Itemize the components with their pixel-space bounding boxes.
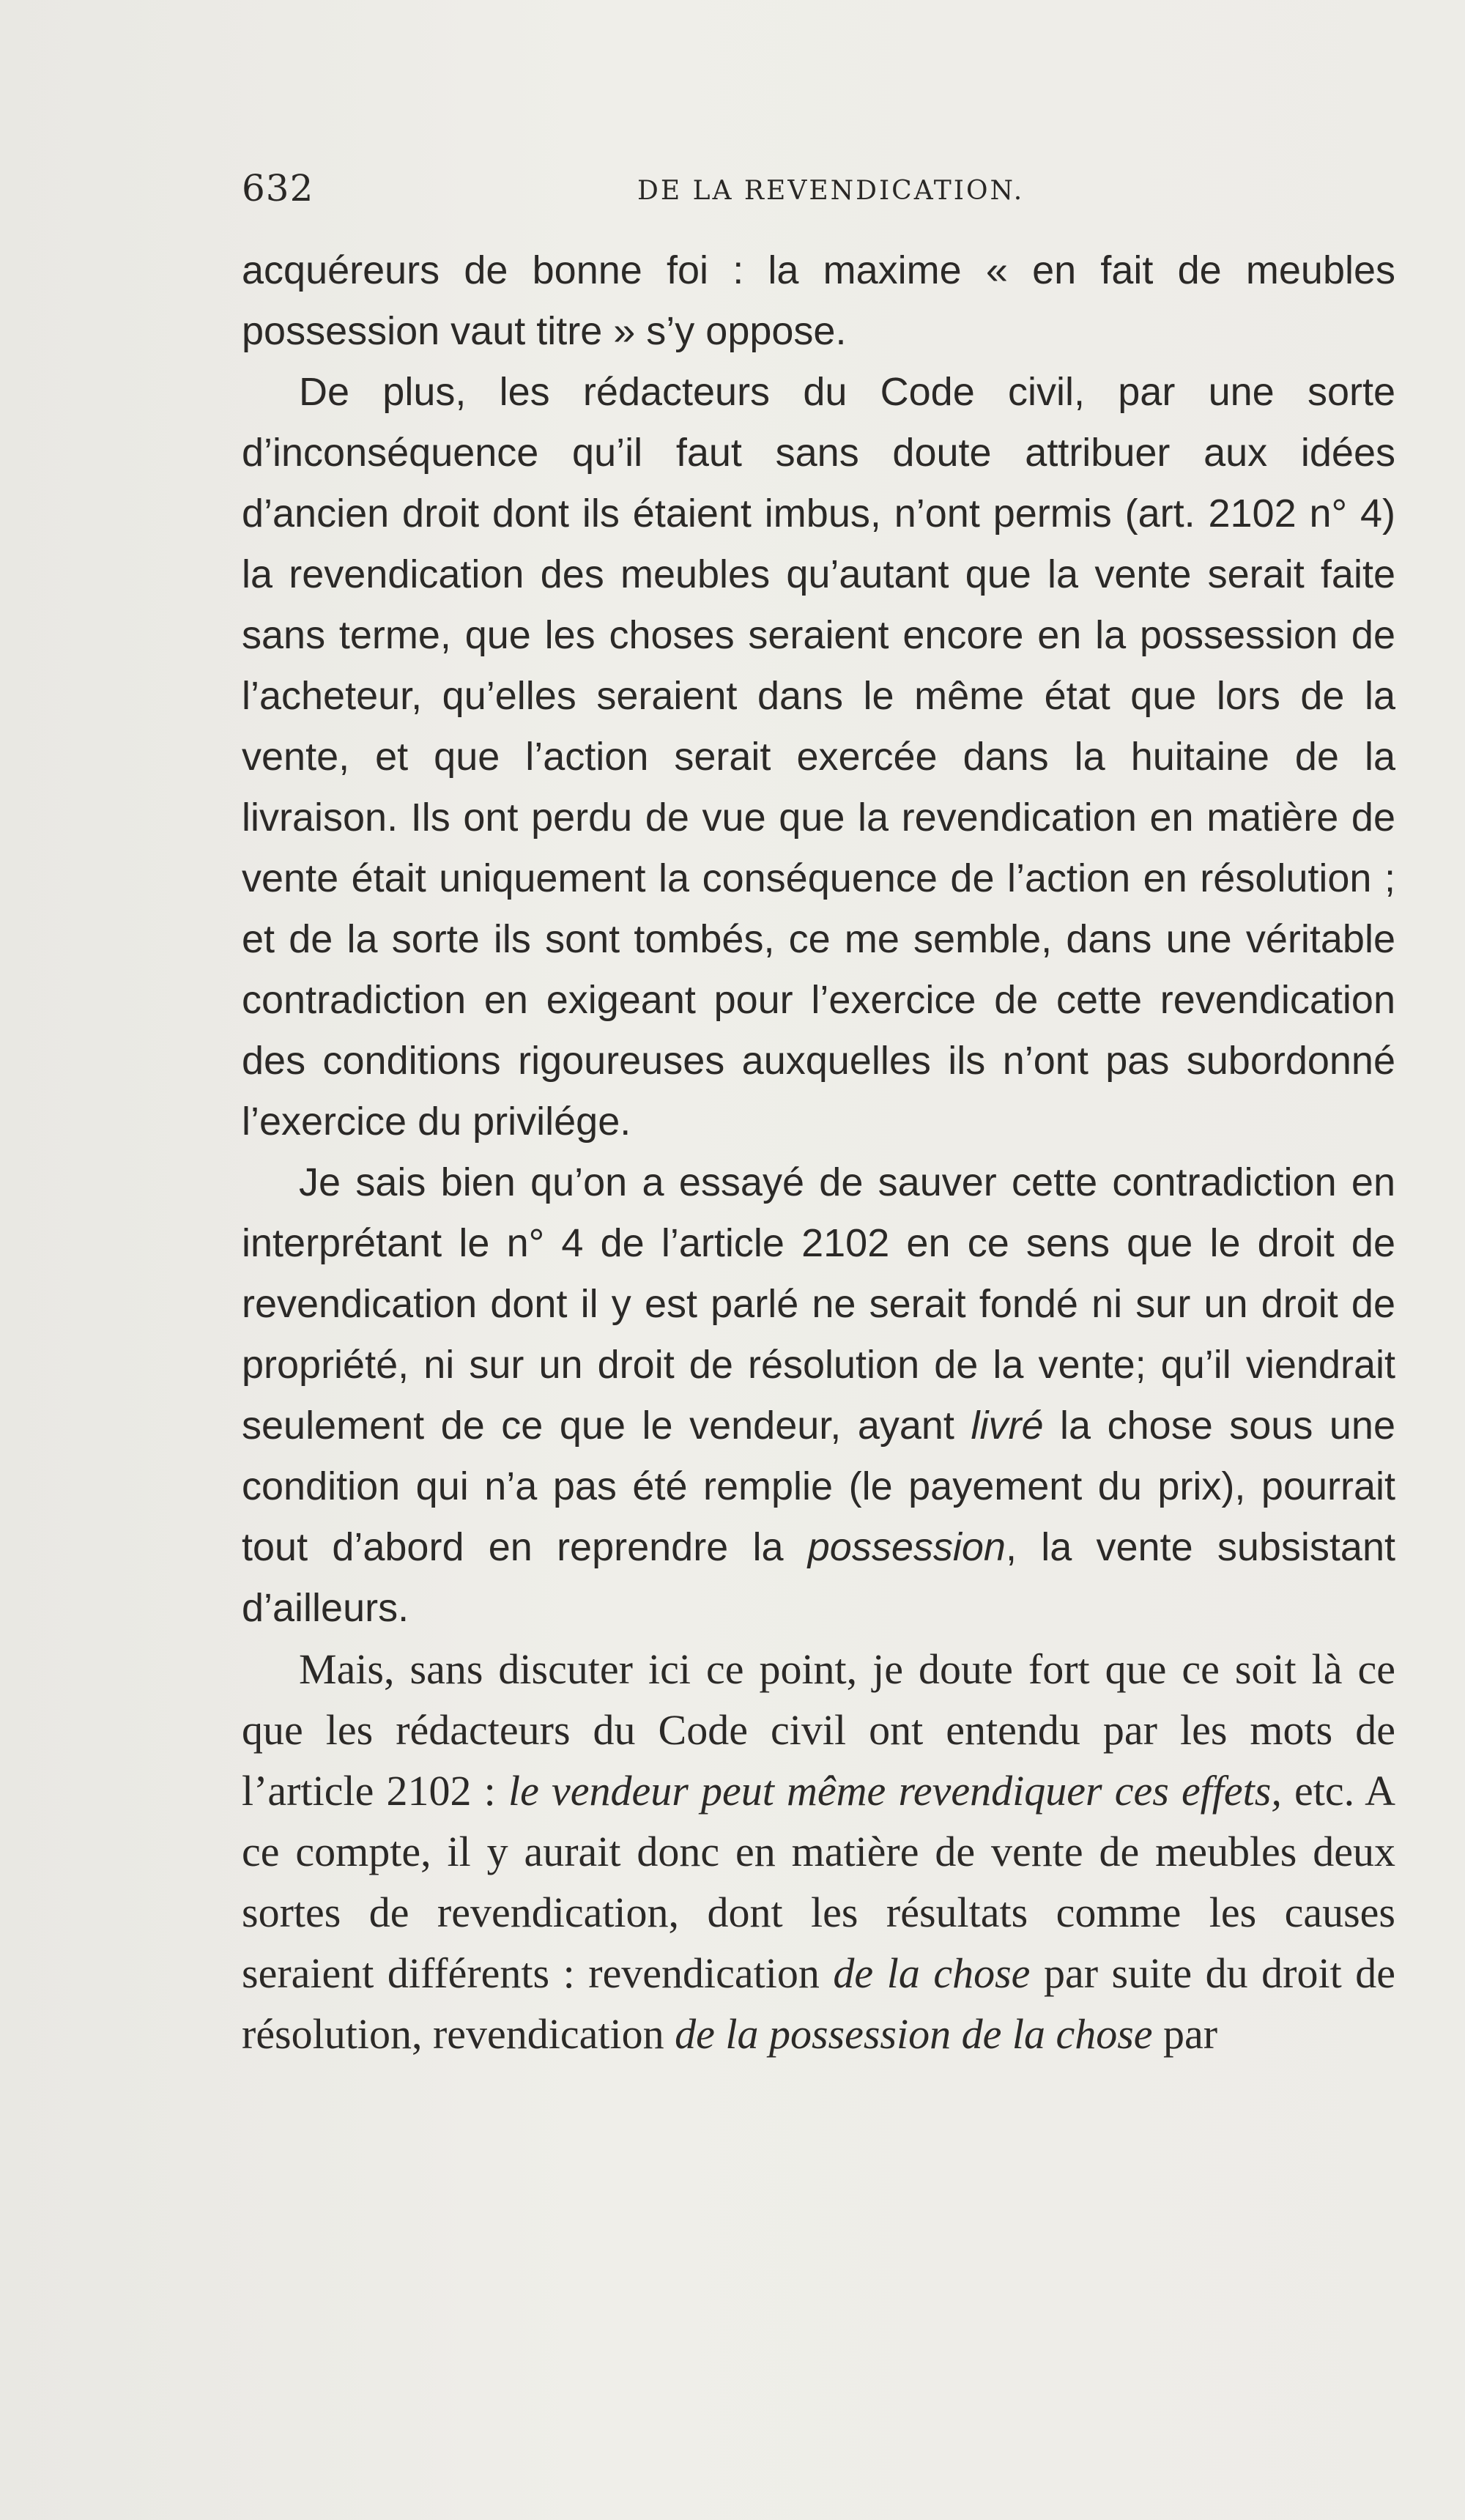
paragraph-4-text-e: par suite du droit de résolution, revendication (242, 1949, 1395, 2058)
paragraph-2: De plus, les rédacteurs du Code civil, par une sorte d’inconséquence qu’il faut sans doute attribuer aux idées d’ancien droit dont ils étaient imbus, n’ont permis (art. 2102 n° 4) la revendication des meubles qu’autant que la vente serait faite sans terme, que les choses seraient encore en la possession de l’acheteur, qu’elles seraient dans le même état que lors de la vente, et que l’action serait exercée dans la huitaine de la livraison. Ils ont perdu de vue que la revendication en matière de vente était uniquement la conséquence de l’action en résolution ; et de la sorte ils sont tombés, ce me semble, dans une véritable contradiction en exigeant pour l’exercice de cette revendication des conditions rigoureuses auxquelles ils n’ont pas subordonné l’exercice du privilége. (242, 370, 1395, 1144)
paragraph-3-text-a: Je sais bien qu’on a essayé de sauver cette contradiction en interprétant le n° 4 de l’article 2102 en ce sens que le droit de revendication dont il y est parlé ne serait fondé ni sur un droit de propriété, ni sur un droit de résolution de la vente; qu’il viendrait seulement de ce que le vendeur, ayant (242, 1160, 1395, 1448)
page-number: 632 (242, 167, 314, 210)
paragraph-4-italic-de-la-chose: de la chose (833, 1949, 1031, 1997)
paragraph-3 (242, 1152, 1395, 1639)
paragraph-4-italic-quote: le vendeur peut même revendiquer ces effets, (508, 1767, 1282, 1815)
paragraph-3-italic-livre: livré (971, 1404, 1044, 1448)
paragraph-4 (242, 1639, 1395, 2064)
paragraph-1: acquéreurs de bonne foi : la maxime « en fait de meubles possession vaut titre » s’y oppose. (242, 248, 1395, 353)
paragraph-3-italic-possession: possession (807, 1525, 1006, 1569)
paragraph-4-text-a: Mais, sans discuter ici ce point, je doute fort que ce soit là ce que les rédacteurs du Code civil ont entendu par les mots de l’article 2102 : (242, 1645, 1395, 1815)
paragraph-3-text-e: , la vente subsistant d’ailleurs. (242, 1525, 1395, 1630)
running-title: DE LA REVENDICATION. (637, 176, 1025, 206)
paragraph-4-text-c: etc. A ce compte, il y aurait donc en matière de vente de meubles deux sortes de revendication, dont les résultats comme les causes seraient différents : revendication (242, 1767, 1395, 1997)
body-text (242, 240, 1395, 2064)
page-header (242, 167, 1392, 218)
paragraph-4-text-g: par (1152, 2010, 1218, 2058)
paragraph-3-text-c: la chose sous une condition qui n’a pas été remplie (le payement du prix), pourrait tout d’abord en reprendre la (242, 1404, 1395, 1569)
paragraph-4-italic-possession-de-la-chose: de la possession de la chose (675, 2010, 1153, 2058)
